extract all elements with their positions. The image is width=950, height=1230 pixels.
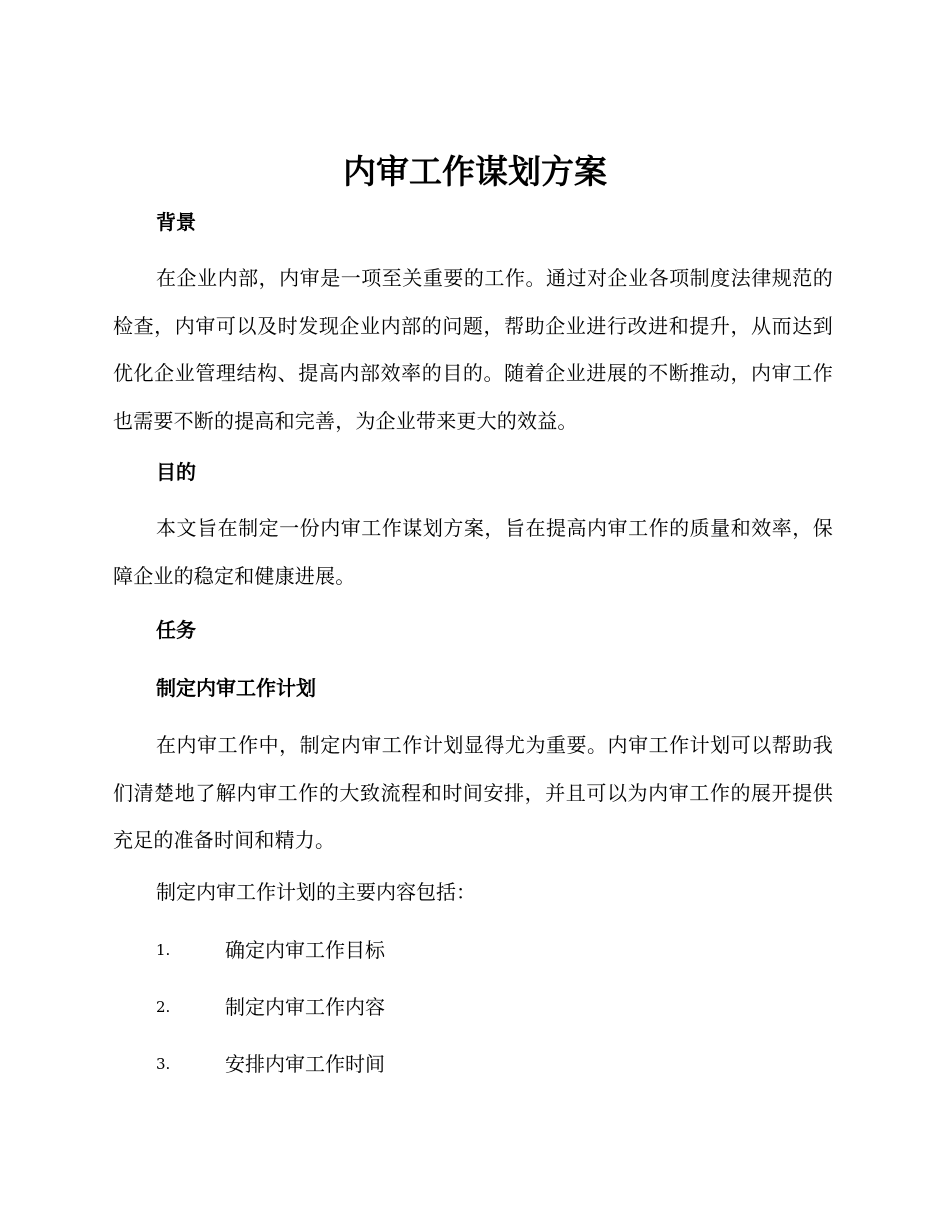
list-number: 1. xyxy=(156,941,171,959)
list-number: 3. xyxy=(156,1055,171,1073)
subheading-work-plan: 制定内审工作计划 xyxy=(156,676,316,700)
list-number: 2. xyxy=(156,998,171,1016)
document-title: 内审工作谋划方案 xyxy=(343,152,607,191)
list-item-text: 制定内审工作内容 xyxy=(225,995,385,1019)
list-intro: 制定内审工作计划的主要内容包括： xyxy=(156,880,476,904)
paragraph-purpose: 本文旨在制定一份内审工作谋划方案，旨在提高内审工作的质量和效率，保障企业的稳定和健康进展。 xyxy=(113,516,833,588)
paragraph-work-plan: 在内审工作中，制定内审工作计划显得尤为重要。内审工作计划可以帮助我们清楚地了解内审工作的大致流程和时间安排，并且可以为内审工作的展开提供充足的准备时间和精力。 xyxy=(113,733,833,853)
section-heading-purpose: 目的 xyxy=(156,460,196,484)
section-heading-tasks: 任务 xyxy=(156,618,196,642)
list-item-text: 确定内审工作目标 xyxy=(225,938,385,962)
section-heading-background: 背景 xyxy=(156,210,196,234)
list-item-text: 安排内审工作时间 xyxy=(225,1052,385,1076)
paragraph-background: 在企业内部，内审是一项至关重要的工作。通过对企业各项制度法律规范的检查，内审可以及时发现企业内部的问题，帮助企业进行改进和提升，从而达到优化企业管理结构、提高内部效率的目的。随着企业进展的不断推动，内审工作也需要不断的提高和完善，为企业带来更大的效益。 xyxy=(113,266,833,434)
